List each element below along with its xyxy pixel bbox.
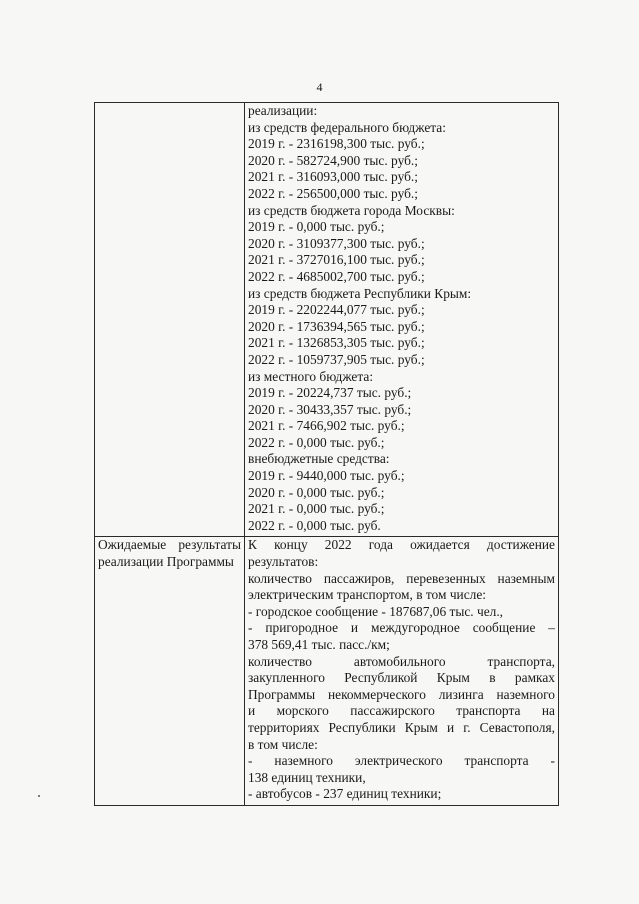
- funding-line: 2019 г. - 0,000 тыс. руб.;: [248, 219, 385, 235]
- result-line: - автобусов - 237 единиц техники;: [248, 786, 442, 802]
- funding-line: 2021 г. - 316093,000 тыс. руб.;: [248, 169, 418, 185]
- funding-line: 2021 г. - 0,000 тыс. руб.;: [248, 501, 385, 517]
- funding-line: 2022 г. - 0,000 тыс. руб.;: [248, 434, 385, 450]
- program-passport-table: [94, 102, 559, 806]
- result-line: - наземного электрического транспорта -: [248, 753, 555, 769]
- funding-line: 2019 г. - 20224,737 тыс. руб.;: [248, 385, 412, 401]
- result-line: количество автомобильного транспорта,: [248, 653, 555, 669]
- funding-line: 2019 г. - 2316198,300 тыс. руб.;: [248, 136, 425, 152]
- funding-line: 2019 г. - 9440,000 тыс. руб.;: [248, 468, 405, 484]
- result-line: - пригородное и междугородное сообщение –: [248, 620, 555, 636]
- funding-line: 2021 г. - 3727016,100 тыс. руб.;: [248, 252, 425, 268]
- result-line: и морского пассажирского транспорта на: [248, 703, 555, 719]
- expected-results-cell: [245, 537, 559, 806]
- result-line: - городское сообщение - 187687,06 тыс. чел.,: [248, 603, 504, 619]
- table-row-funding: [95, 103, 559, 537]
- funding-line: 2022 г. - 256500,000 тыс. руб.;: [248, 185, 418, 201]
- funding-line: 2020 г. - 582724,900 тыс. руб.;: [248, 152, 418, 168]
- result-line: Программы некоммерческого лизинга наземного: [248, 686, 555, 702]
- result-line: территориях Республики Крым и г. Севастополя,: [248, 719, 555, 735]
- funding-line: реализации:: [248, 103, 318, 118]
- funding-details-cell: [245, 103, 559, 537]
- funding-line: 2019 г. - 2202244,077 тыс. руб.;: [248, 302, 425, 318]
- funding-line: 2021 г. - 7466,902 тыс. руб.;: [248, 418, 405, 434]
- funding-line: 2020 г. - 3109377,300 тыс. руб.;: [248, 235, 425, 251]
- funding-line: из средств бюджета города Москвы:: [248, 202, 455, 218]
- result-line: электрическим транспортом, в том числе:: [248, 587, 487, 603]
- scan-mark: [38, 795, 40, 797]
- result-line: результатов:: [248, 554, 319, 570]
- result-line: 378 569,41 тыс. пасс./км;: [248, 637, 390, 652]
- funding-line: из средств бюджета Республики Крым:: [248, 285, 472, 301]
- funding-line: 2021 г. - 1326853,305 тыс. руб.;: [248, 335, 425, 351]
- funding-line: 2020 г. - 0,000 тыс. руб.;: [248, 484, 385, 500]
- row-label-expected-results: Ожидаемые результаты реализации Программы: [95, 537, 245, 806]
- funding-line: 2022 г. - 1059737,905 тыс. руб.;: [248, 351, 425, 367]
- funding-line: 2022 г. - 4685002,700 тыс. руб.;: [248, 268, 425, 284]
- funding-line: 2022 г. - 0,000 тыс. руб.: [248, 517, 381, 533]
- table-row-expected-results: [95, 537, 559, 806]
- result-line: закупленного Республикой Крым в рамках: [248, 670, 555, 686]
- result-line: К концу 2022 года ожидается достижение: [248, 537, 555, 553]
- funding-line: 2020 г. - 30433,357 тыс. руб.;: [248, 401, 412, 417]
- result-line: в том числе:: [248, 736, 318, 752]
- result-line: количество пассажиров, перевезенных наземным: [248, 570, 555, 586]
- funding-line: из местного бюджета:: [248, 368, 374, 384]
- funding-line: из средств федерального бюджета:: [248, 119, 446, 135]
- funding-line: 2020 г. - 1736394,565 тыс. руб.;: [248, 318, 425, 334]
- row-label-funding: [95, 103, 245, 537]
- page-number: 4: [316, 80, 323, 94]
- funding-line: внебюджетные средства:: [248, 451, 390, 467]
- result-line: 138 единиц техники,: [248, 769, 366, 785]
